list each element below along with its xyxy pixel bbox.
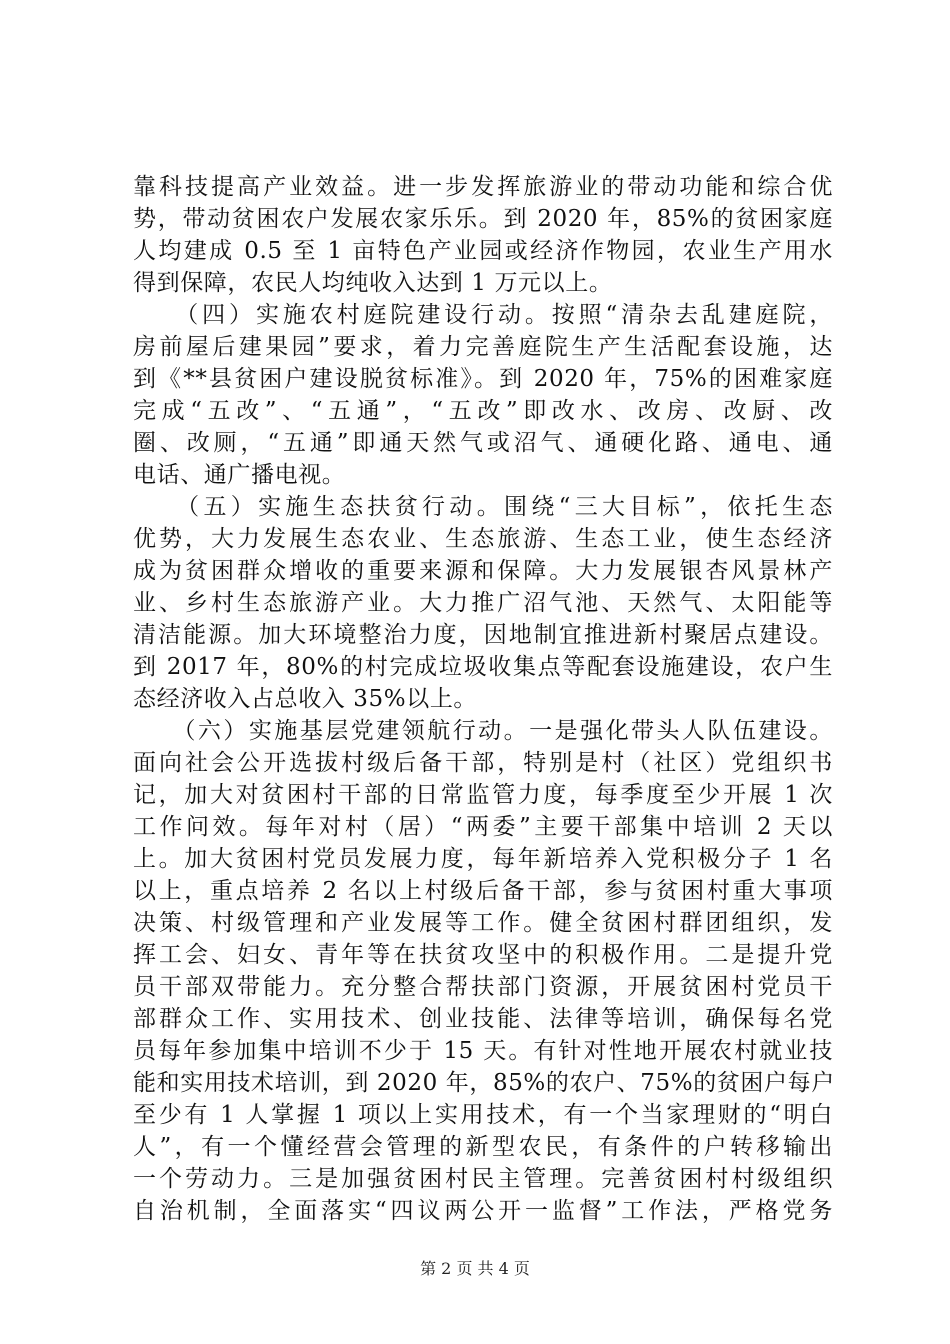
text-line: 业、乡村生态旅游产业。大力推广沼气池、天然气、太阳能等: [133, 590, 833, 616]
text-line: 得到保障，农民人均纯收入达到 1 万元以上。: [133, 270, 613, 296]
text-line: （四）实施农村庭院建设行动。按照“清杂去乱建庭院，: [133, 302, 833, 328]
text-line: 能和实用技术培训，到 2020 年，85%的农户、75%的贫困户每户: [133, 1070, 835, 1096]
text-line: 至少有 1 人掌握 1 项以上实用技术，有一个当家理财的“明白: [133, 1102, 833, 1128]
text-line: 圈、改厕，“五通”即通天然气或沼气、通硬化路、通电、通: [133, 430, 833, 456]
text-line: 人”，有一个懂经营会管理的新型农民，有条件的户转移输出: [133, 1134, 833, 1160]
text-line: 面向社会公开选拔村级后备干部，特别是村（社区）党组织书: [133, 750, 833, 776]
text-line: 电话、通广播电视。: [133, 462, 346, 488]
text-line: 员干部双带能力。充分整合帮扶部门资源，开展贫困村党员干: [133, 974, 833, 1000]
text-line: 势，带动贫困农户发展农家乐乐。到 2020 年，85%的贫困家庭: [133, 206, 833, 232]
text-line: 态经济收入占总收入 35%以上。: [133, 686, 478, 712]
text-line: 成为贫困群众增收的重要来源和保障。大力发展银杏风景林产: [133, 558, 833, 584]
text-line: 以上，重点培养 2 名以上村级后备干部，参与贫困村重大事项: [133, 878, 833, 904]
text-line: 上。加大贫困村党员发展力度，每年新培养入党积极分子 1 名: [133, 846, 833, 872]
text-line: 房前屋后建果园”要求，着力完善庭院生产生活配套设施，达: [133, 334, 833, 360]
text-line: 清洁能源。加大环境整治力度，因地制宜推进新村聚居点建设。: [133, 622, 833, 648]
text-line: 部群众工作、实用技术、创业技能、法律等培训，确保每名党: [133, 1006, 833, 1032]
page-footer: 第 2 页 共 4 页: [420, 1259, 530, 1278]
text-line: 员每年参加集中培训不少于 15 天。有针对性地开展农村就业技: [133, 1038, 833, 1064]
text-line: 一个劳动力。三是加强贫困村民主管理。完善贫困村村级组织: [133, 1166, 833, 1192]
text-line: （五）实施生态扶贫行动。围绕“三大目标”，依托生态: [133, 494, 833, 520]
text-line: 靠科技提高产业效益。进一步发挥旅游业的带动功能和综合优: [133, 174, 833, 200]
text-line: 优势，大力发展生态农业、生态旅游、生态工业，使生态经济: [133, 526, 833, 552]
text-line: 人均建成 0.5 至 1 亩特色产业园或经济作物园，农业生产用水: [133, 238, 833, 264]
text-line: 到《**县贫困户建设脱贫标准》。到 2020 年，75%的困难家庭: [133, 366, 833, 392]
text-line: 决策、村级管理和产业发展等工作。健全贫困村群团组织，发: [133, 910, 833, 936]
text-line: 工作问效。每年对村（居）“两委”主要干部集中培训 2 天以: [133, 814, 833, 840]
body-text: [133, 171, 833, 1227]
text-line: 完成“五改”、“五通”，“五改”即改水、改房、改厨、改: [133, 398, 833, 424]
text-line: 挥工会、妇女、青年等在扶贫攻坚中的积极作用。二是提升党: [133, 942, 833, 968]
text-line: （六）实施基层党建领航行动。一是强化带头人队伍建设。: [133, 718, 833, 744]
text-line: 到 2017 年，80%的村完成垃圾收集点等配套设施建设，农户生: [133, 654, 833, 680]
text-line: 记，加大对贫困村干部的日常监管力度，每季度至少开展 1 次: [133, 782, 833, 808]
text-line: 自治机制，全面落实“四议两公开一监督”工作法，严格党务: [133, 1198, 833, 1224]
